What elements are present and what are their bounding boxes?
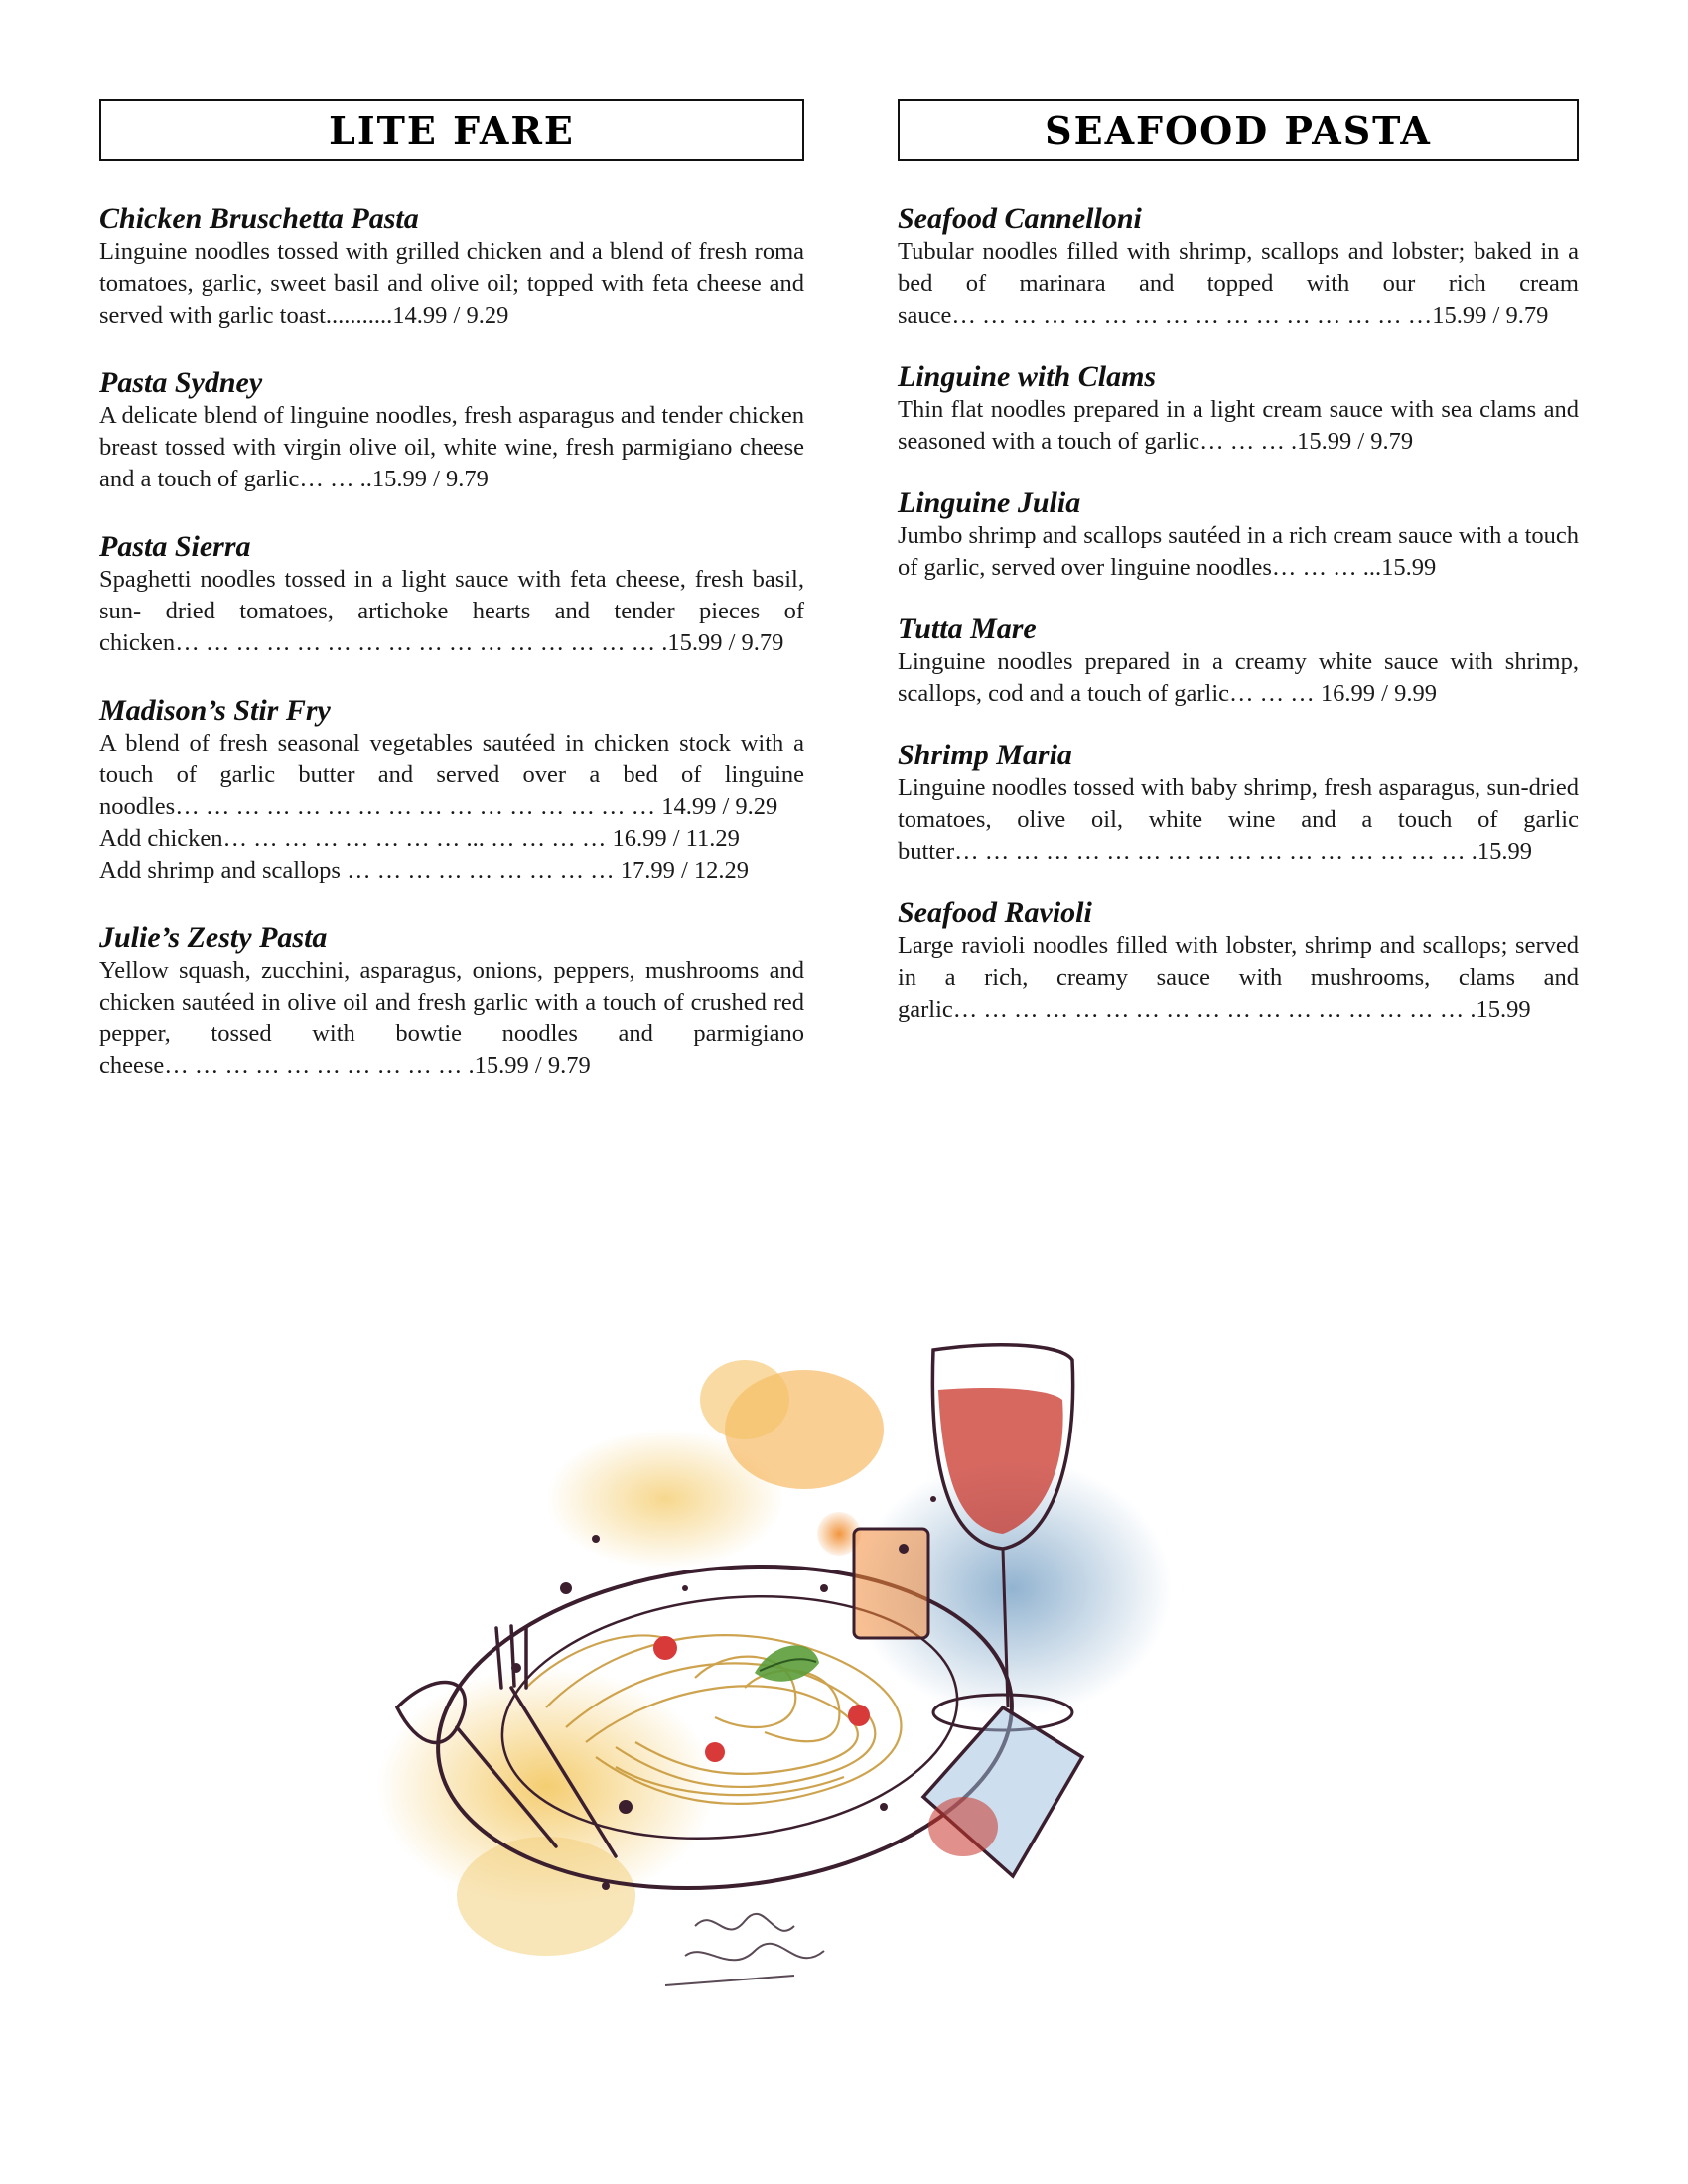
item-price: … … … … … … … … … … … … … … … … .15.99 / 9.79 xyxy=(175,629,784,656)
item-price: … … … .15.99 / 9.79 xyxy=(1199,428,1414,455)
item-desc-text: Large ravioli noodles filled with lobster, shrimp and scallops; served in a rich, creamy sauce with mushrooms, clams and garlic xyxy=(898,932,1579,1023)
item-name: Julie’s Zesty Pasta xyxy=(99,921,328,954)
item-price: … … … … … … … … … … .15.99 / 9.79 xyxy=(164,1052,591,1079)
item-name: Linguine with Clams xyxy=(898,360,1157,393)
addon-price: … … … … … … … … ... … … … … 16.99 / 11.29 xyxy=(222,825,740,852)
item-name: Pasta Sierra xyxy=(99,530,251,563)
menu-item xyxy=(898,739,1579,868)
item-desc-text: Linguine noodles prepared in a creamy white sauce with shrimp, scallops, cod and a touch of garlic xyxy=(898,648,1579,707)
pasta-and-wine-illustration xyxy=(367,1291,1261,2025)
item-description xyxy=(99,564,804,659)
signature-scribble xyxy=(665,1914,824,1985)
item-price: … … ..15.99 / 9.79 xyxy=(299,466,489,492)
menu-item xyxy=(99,203,804,332)
addon-label: Add shrimp and scallops xyxy=(99,857,341,884)
seafood-pasta-header: SEAFOOD PASTA xyxy=(898,99,1579,161)
item-name: Madison’s Stir Fry xyxy=(99,694,331,727)
item-price: … … … ...15.99 xyxy=(1271,554,1437,581)
item-desc-text: Yellow squash, zucchini, asparagus, onions, peppers, mushrooms and chicken sautéed in olive oil and fresh garlic with a touch of crushed red pepper, tossed with bowtie noodles and parmigiano cheese xyxy=(99,957,804,1079)
addon-price: … … … … … … … … … 17.99 / 12.29 xyxy=(340,857,749,884)
item-description xyxy=(898,772,1579,868)
item-desc-text: Spaghetti noodles tossed in a light sauce with feta cheese, fresh basil, sun- dried tomatoes, artichoke hearts and tender pieces of chicken xyxy=(99,566,804,656)
menu-item xyxy=(898,486,1579,584)
item-description xyxy=(898,646,1579,710)
item-name: Tutta Mare xyxy=(898,613,1037,645)
item-description xyxy=(99,400,804,495)
item-description xyxy=(898,930,1579,1025)
addon-label: Add chicken xyxy=(99,825,223,852)
addon-line xyxy=(99,823,804,855)
item-desc-text: Linguine noodles tossed with baby shrimp, fresh asparagus, sun-dried tomatoes, olive oil, white wine and a touch of garlic butter xyxy=(898,774,1579,865)
item-description xyxy=(99,955,804,1082)
item-price: … … … … … … … … … … … … … … … … … .15.99 xyxy=(952,996,1531,1023)
menu-item xyxy=(99,694,804,887)
item-name: Seafood Ravioli xyxy=(898,896,1092,929)
item-description xyxy=(898,520,1579,584)
item-desc-text: Linguine noodles tossed with grilled chicken and a blend of fresh roma tomatoes, garlic, sweet basil and olive oil; topped with feta cheese and served with garlic toast xyxy=(99,238,804,329)
juice-glass-sketch xyxy=(854,1529,928,1638)
item-price: … … … … … … … … … … … … … … … … … .15.99 xyxy=(954,838,1533,865)
item-price: … … … … … … … … … … … … … … … … 14.99 / 9.29 xyxy=(175,793,778,820)
item-desc-text: A delicate blend of linguine noodles, fresh asparagus and tender chicken breast tossed with virgin olive oil, white wine, fresh parmigiano cheese and a touch of garlic xyxy=(99,402,804,492)
item-name: Linguine Julia xyxy=(898,486,1081,519)
lite-fare-header: LITE FARE xyxy=(99,99,804,161)
item-price: ...........14.99 / 9.29 xyxy=(325,302,509,329)
addon-line xyxy=(99,855,804,887)
menu-item xyxy=(898,613,1579,710)
item-description xyxy=(99,728,804,823)
item-description xyxy=(99,236,804,332)
item-price: … … … 16.99 / 9.99 xyxy=(1229,680,1437,707)
item-description xyxy=(898,394,1579,458)
item-desc-text: A blend of fresh seasonal vegetables sautéed in chicken stock with a touch of garlic butter and served over a bed of linguine noodles xyxy=(99,730,804,820)
item-desc-text: Tubular noodles filled with shrimp, scallops and lobster; baked in a bed of marinara and topped with our rich cream sauce xyxy=(898,238,1579,329)
item-desc-text: Jumbo shrimp and scallops sautéed in a rich cream sauce with a touch of garlic, served over linguine noodles xyxy=(898,522,1579,581)
menu-item xyxy=(898,896,1579,1025)
item-name: Seafood Cannelloni xyxy=(898,203,1142,235)
menu-item xyxy=(99,530,804,659)
item-name: Shrimp Maria xyxy=(898,739,1072,771)
lite-fare-section xyxy=(99,99,804,1117)
item-description xyxy=(898,236,1579,332)
item-price: … … … … … … … … … … … … … … … …15.99 / 9.79 xyxy=(951,302,1549,329)
menu-item xyxy=(99,366,804,495)
bottle-sketch xyxy=(923,1707,1082,1876)
item-desc-text: Thin flat noodles prepared in a light cream sauce with sea clams and seasoned with a touch of garlic xyxy=(898,396,1579,455)
item-name: Pasta Sydney xyxy=(99,366,263,399)
seafood-pasta-section xyxy=(898,99,1579,1054)
menu-item xyxy=(898,360,1579,458)
menu-item xyxy=(99,921,804,1082)
item-name: Chicken Bruschetta Pasta xyxy=(99,203,419,235)
menu-item xyxy=(898,203,1579,332)
